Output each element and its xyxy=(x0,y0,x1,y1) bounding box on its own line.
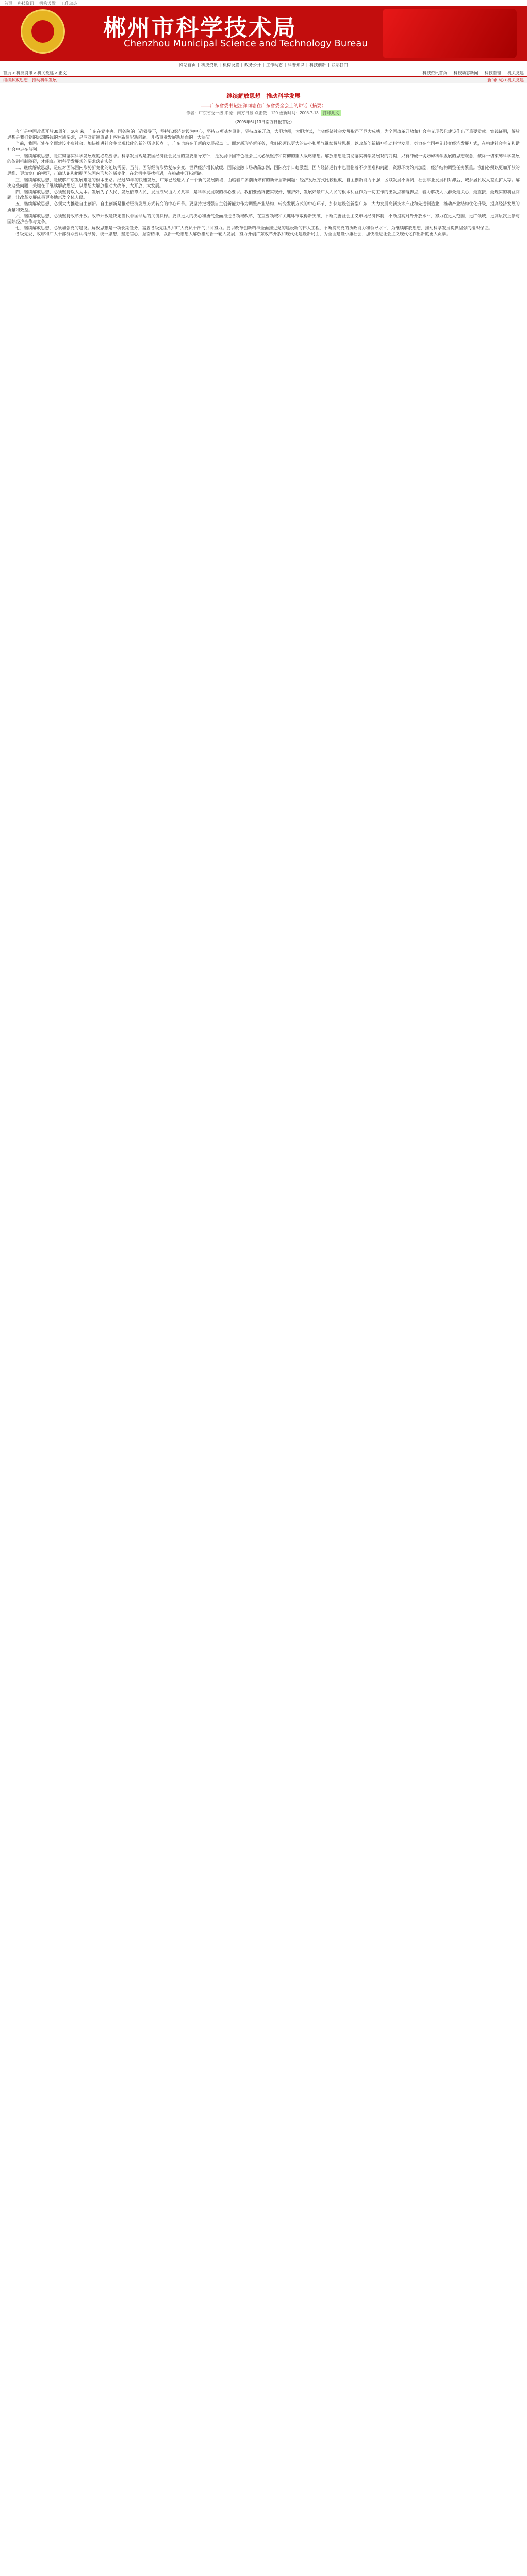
section-bar xyxy=(0,77,527,83)
breadcrumb-link[interactable]: 科技管理 xyxy=(484,70,501,75)
breadcrumb-right xyxy=(417,70,524,76)
article-title: 继续解放思想 推动科学发展 xyxy=(226,93,301,99)
article-body xyxy=(7,129,520,2576)
article xyxy=(0,83,527,2576)
site-subtitle: Chenzhou Municipal Science and Technology Bureau xyxy=(124,38,368,49)
article-meta-text: 作者：广东省委一级 来源：南方日报 点击数：120 更新时间：2008-7-13 xyxy=(186,111,319,115)
article-meta xyxy=(7,110,520,116)
main-nav: 网站首页 | 科技资讯 | 机构设置 | 政务公开 | 工作动态 | 科普知识 | 科技创新 | 联系我们 xyxy=(0,61,527,69)
breadcrumb-bar xyxy=(0,69,527,77)
section-path: 新闻中心 / 机关党建 xyxy=(487,77,524,82)
topbar-link[interactable]: 工作动态 xyxy=(61,1,77,6)
nav-item[interactable]: 政务公开 xyxy=(244,62,261,67)
print-button[interactable]: 打印此文 xyxy=(321,110,341,116)
section-title: 继续解放思想 推动科学发展 xyxy=(3,77,57,82)
article-paragraph: 三、继续解放思想，是破解广东发展难题的根本出路。经过30年的快速发展，广东已经进入了一个新的发展阶段，面临着许多前所未有的新矛盾新问题：经济发展方式比较粗放，自主创新能力不强，区域发展不协调，社会事业发展相对滞后，城乡居民收入差距扩大等。解决这些问题，关键在于继续解放思想，以思想大解放推动大改革、大开放、大发展。 xyxy=(7,177,520,188)
article-paragraph: 六、继续解放思想，必须坚持改革开放。改革开放是决定当代中国命运的关键抉择。要以更大的决心和勇气全面推进各领域改革，在重要领域和关键环节取得新突破，不断完善社会主义市场经济体制，不断提高对外开放水平，努力在更大范围、更广领域、更高层次上参与国际经济合作与竞争。 xyxy=(7,213,520,225)
nav-item[interactable]: 科技创新 xyxy=(309,62,326,67)
nav-item[interactable]: 科技资讯 xyxy=(201,62,218,67)
breadcrumb-link[interactable]: 机关党建 xyxy=(507,70,524,75)
site-title: 郴州市科学技术局 xyxy=(103,15,297,41)
article-date: （2008年6月13日南方日报首版） xyxy=(233,120,294,124)
topbar-link[interactable]: 机构设置 xyxy=(39,1,56,6)
article-paragraph: 七、继续解放思想，必须加强党的建设。解放思想是一项长期任务，需要各级党组织和广大党员干部的共同努力。要以改革创新精神全面推进党的建设新的伟大工程，不断提高党的执政能力和领导水平，为继续解放思想、推动科学发展提供坚强的组织保证。 xyxy=(15,226,493,231)
breadcrumb-link[interactable]: 科技资讯首页 xyxy=(422,70,448,75)
national-emblem-icon xyxy=(21,9,65,54)
flag-decoration xyxy=(383,9,517,58)
article-paragraph: 一、继续解放思想，是贯彻落实科学发展观的必然要求。科学发展观是我国经济社会发展的重要指导方针，是发展中国特色社会主义必须坚持和贯彻的重大战略思想。解放思想是贯彻落实科学发展观的前提，只有冲破一切妨碍科学发展的思想观念，破除一切束缚科学发展的体制机制障碍，才能真正把科学发展观的要求落到实处。 xyxy=(7,153,520,164)
article-paragraph: 今年是中国改革开放30周年。30年来，广东在党中央、国务院的正确领导下，坚持以经济建设为中心，坚持四项基本原则，坚持改革开放，大胆地闯，大胆地试，全省经济社会发展取得了巨大成就，为全国改革开放和社会主义现代化建设作出了重要贡献。实践证明，解放思想是我们党的思想路线的本质要求，是应对前进道路上各种新情况新问题、开拓事业发展新局面的一大法宝。 xyxy=(7,129,520,140)
topbar xyxy=(0,0,527,6)
breadcrumb-link[interactable]: 科技动态新闻 xyxy=(453,70,479,75)
nav-item[interactable]: 网站首页 xyxy=(179,62,196,67)
topbar-link[interactable]: 首页 xyxy=(4,1,12,6)
article-paragraph: 二、继续解放思想，是应对国际国内形势新变化的迫切需要。当前，国际经济形势复杂多变，世界经济增长放缓，国际金融市场动荡加剧，国际竞争日趋激烈。国内经济运行中也面临着不少困难和问题，资源环境约束加剧，经济结构调整任务繁重。我们必须以更加开放的思维、更加宽广的视野，正确认识和把握国际国内形势的新变化，在危机中寻找机遇，在挑战中开拓新路。 xyxy=(7,165,520,176)
article-paragraph: 当前，我国正处在全面建设小康社会、加快推进社会主义现代化的新的历史起点上，广东也站在了新的发展起点上。面对新形势新任务，我们必须以更大的决心和勇气继续解放思想，以改革创新精神推动科学发展，努力在全国率先转变经济发展方式，在构建社会主义和谐社会中走在前列。 xyxy=(7,141,520,152)
breadcrumb[interactable]: 首页 > 科技资讯 > 机关党建 > 正文 xyxy=(3,70,67,75)
article-paragraph: 五、继续解放思想，必须大力推进自主创新。自主创新是推动经济发展方式转变的中心环节。要坚持把增强自主创新能力作为调整产业结构、转变发展方式的中心环节，加快建设创新型广东，大力发展高新技术产业和先进制造业，推动产业结构优化升级，提高经济发展的质量和效益。 xyxy=(7,201,520,212)
site-banner xyxy=(0,6,527,61)
article-paragraph: 各级党委、政府和广大干部群众要认清形势，统一思想，坚定信心，振奋精神，以新一轮思想大解放推动新一轮大发展，努力开创广东改革开放和现代化建设新局面，为全面建设小康社会、加快推进社会主义现代化作出新的更大贡献。 xyxy=(15,232,451,237)
article-paragraph: 四、继续解放思想，必须坚持以人为本。发展为了人民、发展依靠人民、发展成果由人民共享，是科学发展观的核心要求。我们要始终把实现好、维护好、发展好最广大人民的根本利益作为一切工作的出发点和落脚点，着力解决人民群众最关心、最直接、最现实的利益问题，让改革发展成果更多地惠及全体人民。 xyxy=(7,190,520,200)
nav-item[interactable]: 联系我们 xyxy=(331,62,348,67)
article-subtitle: ——广东省委书记汪洋同志在广东省委全会上的讲话（摘要） xyxy=(201,103,326,108)
nav-item[interactable]: 机构设置 xyxy=(222,62,239,67)
nav-item[interactable]: 科普知识 xyxy=(288,62,305,67)
nav-item[interactable]: 工作动态 xyxy=(266,62,283,67)
topbar-link[interactable]: 科技资讯 xyxy=(18,1,34,6)
